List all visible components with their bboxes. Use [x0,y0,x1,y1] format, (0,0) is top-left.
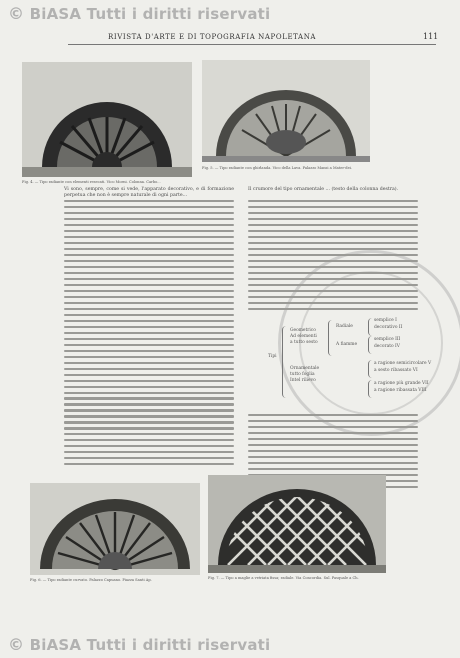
scheme-group-2-bot: Intel rilievo [290,378,316,383]
running-header: RIVISTA D'ARTE E DI TOPOGRAFIA NAPOLETANA [108,33,317,41]
scheme-branch-g: a ragione più grande VII [374,381,429,386]
page-number: 111 [423,32,439,41]
scheme-group-1-top: Geometrico [290,328,316,333]
scheme-group-2-top: Ornamentale [290,366,320,371]
right-column-text-lines-top [248,200,418,314]
figure-photo-4 [208,475,386,573]
scheme-group-2-mid: tutto foglia [290,372,315,377]
scheme-branch-e: a ragione semicircolare V [374,361,432,366]
right-paragraph-1: Il crumore del tipo ornamentale ... (testo della colonna destra). [248,187,399,192]
scheme-group-1-bot: a tutto sesto [290,340,318,345]
watermark-top: © BiASA Tutti i diritti riservati [8,4,271,23]
scheme-branch-f: a sesto ribassato VI [374,368,418,373]
caption-fig-3: Fig. 6. — Tipo radiante curvato. Palazzo Capuano. Piazza Santi Ap. [30,578,152,582]
scheme-branch-d: decorato IV [374,344,400,349]
figure-photo-1 [22,62,192,177]
scheme-sub-1: Radiale [336,324,353,329]
header-rule [68,44,436,45]
caption-fig-1: Fig. 4. — Tipo radiante con elementi resecati. Vico Morni. Colonna. Carbo... [22,180,161,184]
scheme-sub-2: A fiamme [336,342,358,347]
scheme-branch-c: semplice III [374,337,401,342]
scheme-left-label: Tipi [268,354,277,359]
figure-photo-3 [30,483,200,575]
watermark-bottom: © BiASA Tutti i diritti riservati [8,635,271,654]
scheme-group-1-mid: Ad elementi [290,334,317,339]
scheme-branch-h: a ragione ribassata VIII [374,388,427,393]
caption-fig-4: Fig. 7. — Tipo a maglie a vetriata fissa; radiale. Via Concordia. Sul. Pasquale a Ch. [208,576,359,580]
figure-photo-2 [202,60,370,162]
left-column-text-lines [64,200,234,469]
caption-fig-2: Fig. 5. — Tipo radiante con ghirlanda. Vico della Lava. Palazzo Mansi a Mater-dei. [202,166,353,170]
right-column-lead [248,187,418,194]
scheme-branch-a: semplice I [374,318,397,323]
scheme-branch-b: decorativo II [374,325,403,330]
left-paragraph-1: Vi sono, sempre, come si vede, l'apparato decorativo, e di formazione perpetua che non è sempre naturale di ogni parte... [64,187,234,198]
left-column-lead [64,187,234,200]
classification-scheme [268,318,440,406]
